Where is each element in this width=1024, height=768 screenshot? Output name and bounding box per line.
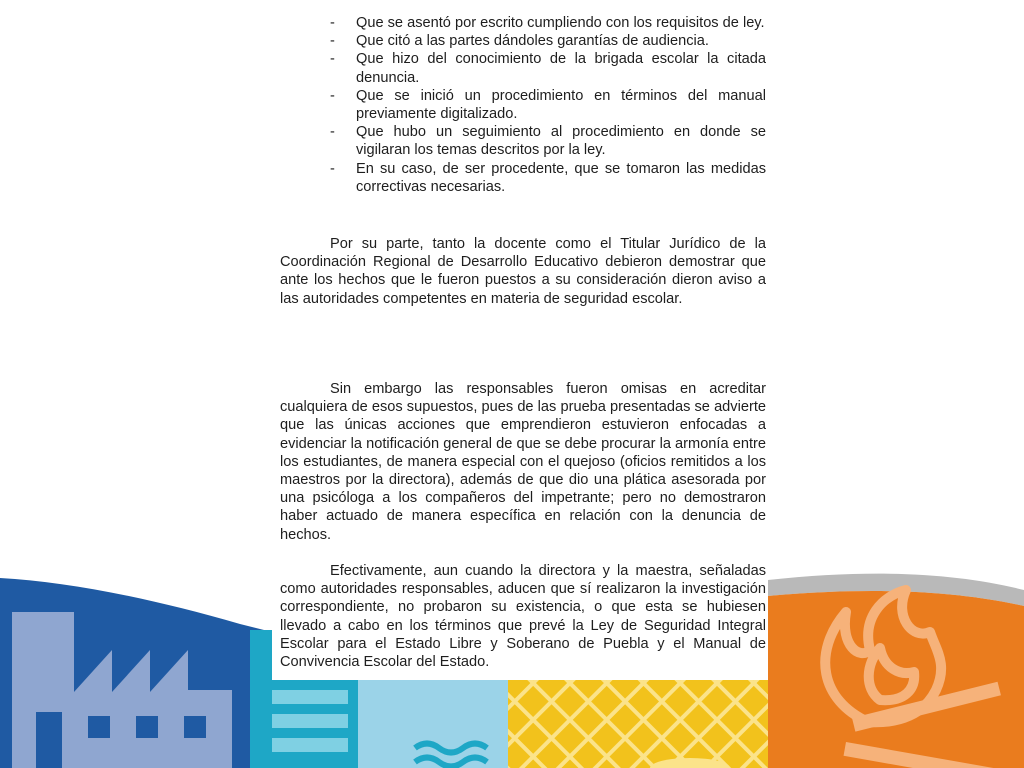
list-item xyxy=(272,32,768,50)
document-page xyxy=(272,0,768,680)
paragraph-omission: Sin embargo las responsables fueron omisas en acreditar cualquiera de esos supuestos, pues de las prueba presentadas se advierte que las únicas acciones que emprendieron estuvieron enfocadas a evidenciar la notificación general de que se debe procurar la armonía entre los estudiantes, de manera especial con el quejoso (oficios remitidos a los maestros por la directora), además de que dio una plática asesorada por una psicóloga a los compañeros del impetrante; pero no demostraron haber actuado de manera específica en relación con la denuncia de hechos. xyxy=(280,381,766,543)
requirements-list xyxy=(272,14,768,196)
list-item xyxy=(272,123,768,159)
bullet-dash: - xyxy=(330,33,335,50)
bullet-dash: - xyxy=(330,87,335,104)
bullet-dash: - xyxy=(330,15,335,31)
bullet-dash: - xyxy=(330,160,335,177)
list-item-text: En su caso, de ser procedente, que se tomaron las medidas correctivas necesarias. xyxy=(356,160,766,195)
bullet-dash: - xyxy=(330,51,335,68)
bullet-dash: - xyxy=(330,124,335,141)
list-item xyxy=(272,160,768,196)
paragraph-investigation: Efectivamente, aun cuando la directora y la maestra, señaladas como autoridades responsables, aducen que sí realizaron la investigación correspondiente, no probaron su existencia, o que esta se hubiesen llevado a cabo en los términos que prevé la Ley de Seguridad Integral Escolar para el Estado Libre y Soberano de Puebla y el Manual de Convivencia Escolar del Estado. xyxy=(280,563,766,671)
list-item xyxy=(272,87,768,123)
list-item xyxy=(272,50,768,86)
list-item xyxy=(272,14,768,32)
list-item-text: Que hizo del conocimiento de la brigada escolar la citada denuncia. xyxy=(356,51,766,86)
paragraph-notification: Por su parte, tanto la docente como el Titular Jurídico de la Coordinación Regional de Desarrollo Educativo debieron demostrar que ante los hechos que le fueron puestos a su consideración dieron aviso a las autoridades competentes en materia de seguridad escolar. xyxy=(280,236,766,307)
list-item-text: Que citó a las partes dándoles garantías de audiencia. xyxy=(356,33,709,50)
list-item-text: Que se asentó por escrito cumpliendo con los requisitos de ley. xyxy=(356,15,765,31)
list-item-text: Que hubo un seguimiento al procedimiento en donde se vigilaran los temas descritos por la ley. xyxy=(356,124,766,159)
list-item-text: Que se inició un procedimiento en términos del manual previamente digitalizado. xyxy=(356,87,766,123)
orange-panel xyxy=(768,591,1024,768)
